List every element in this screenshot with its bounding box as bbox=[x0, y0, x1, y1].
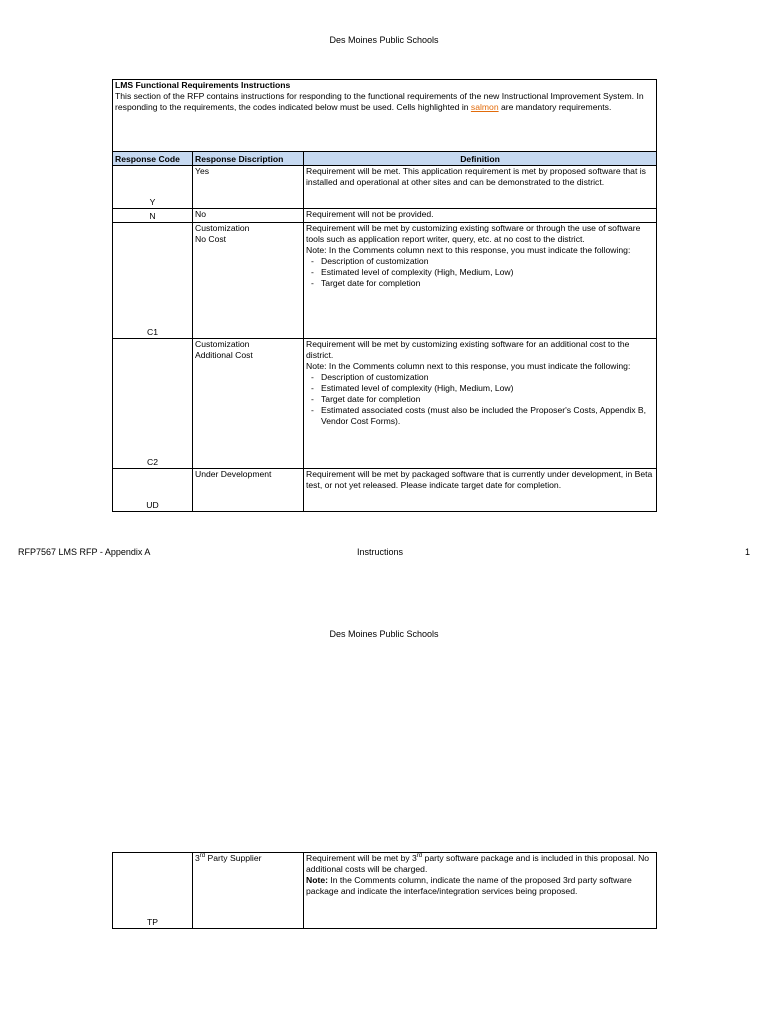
response-description: Under Development bbox=[193, 469, 304, 512]
response-code: C1 bbox=[113, 223, 193, 339]
definition-note: Note: In the Comments column next to this response, you must indicate the following: bbox=[306, 361, 631, 371]
description-superscript: rd bbox=[199, 853, 206, 860]
response-code: TP bbox=[113, 853, 193, 929]
column-header-description: Response Discription bbox=[193, 152, 304, 166]
bullet-item: - Estimated associated costs (must also be included the Proposer's Costs, Appendix B, Vendor Cost Forms). bbox=[310, 405, 654, 427]
instructions-intro-cell bbox=[113, 80, 657, 152]
note-bullet-list bbox=[306, 372, 654, 427]
table-row bbox=[113, 166, 657, 209]
bullet-item: - Estimated level of complexity (High, Medium, Low) bbox=[310, 267, 654, 278]
description-number: 3 bbox=[195, 853, 200, 863]
page-footer bbox=[0, 547, 768, 559]
response-code: Y bbox=[113, 166, 193, 209]
instructions-title: LMS Functional Requirements Instructions bbox=[115, 80, 291, 90]
page-header: Des Moines Public Schools bbox=[329, 35, 439, 45]
instructions-intro-row bbox=[113, 80, 657, 152]
note-label: Note: bbox=[306, 875, 328, 885]
footer-document-id: RFP7567 LMS RFP - Appendix A bbox=[18, 547, 151, 557]
response-description: No bbox=[193, 209, 304, 223]
note-text: In the Comments column, indicate the name of the proposed 3rd party software package and indicate the interface/integration services being proposed. bbox=[306, 875, 632, 896]
note-bullet-list bbox=[306, 256, 654, 289]
description-line: Customization bbox=[195, 223, 250, 233]
response-definition: Requirement will not be provided. bbox=[304, 209, 657, 223]
footer-page-number: 1 bbox=[744, 547, 750, 557]
definition-note: Note: In the Comments column next to this response, you must indicate the following: bbox=[306, 245, 631, 255]
definition-text: Requirement will be met by customizing existing software for an additional cost to the district. bbox=[306, 339, 630, 360]
definition-text-end: party software package and is included in this proposal. No additional costs will be charged. bbox=[306, 853, 650, 874]
response-description bbox=[193, 853, 304, 929]
table-row bbox=[113, 223, 657, 339]
table-row bbox=[113, 209, 657, 223]
response-definition: Requirement will be met. This application requirement is met by proposed software that is installed and operational at other sites and can be demonstrated to the district. bbox=[304, 166, 657, 209]
response-code: UD bbox=[113, 469, 193, 512]
bullet-item: - Target date for completion bbox=[310, 278, 654, 289]
definition-text bbox=[306, 853, 654, 875]
column-header-definition: Definition bbox=[304, 152, 657, 166]
instructions-text bbox=[115, 91, 654, 113]
description-text: Party Supplier bbox=[205, 853, 262, 863]
definition-superscript: rd bbox=[416, 853, 423, 860]
intro-text: This section of the RFP contains instructions for responding to the functional requirements of the new Instructional Improvement System. In responding to the requirements, the codes indicated below must be used. Cells highlighted in bbox=[115, 91, 644, 112]
column-header-row bbox=[113, 152, 657, 166]
response-code: C2 bbox=[113, 339, 193, 469]
footer-sheet-name: Instructions bbox=[357, 547, 404, 557]
description-line: No Cost bbox=[195, 234, 227, 244]
bullet-item: - Description of customization bbox=[310, 372, 654, 383]
intro-text-end: are mandatory requirements. bbox=[498, 102, 612, 112]
bullet-item: - Estimated level of complexity (High, Medium, Low) bbox=[310, 383, 654, 394]
response-description bbox=[193, 223, 304, 339]
definition-note bbox=[306, 875, 654, 897]
response-definition bbox=[304, 339, 657, 469]
requirements-continued-table bbox=[112, 852, 657, 929]
description-line: Customization bbox=[195, 339, 250, 349]
requirements-instructions-table bbox=[112, 79, 657, 512]
definition-text: Requirement will be met by customizing existing software or through the use of software tools such as application report writer, query, etc. at no cost to the district. bbox=[306, 223, 641, 244]
description-line: Additional Cost bbox=[195, 350, 253, 360]
bullet-item: - Description of customization bbox=[310, 256, 654, 267]
response-code: N bbox=[113, 209, 193, 223]
response-description bbox=[193, 339, 304, 469]
response-description: Yes bbox=[193, 166, 304, 209]
table-row bbox=[113, 339, 657, 469]
response-definition: Requirement will be met by packaged software that is currently under development, in Beta test, or not yet released. Please indicate target date for completion. bbox=[304, 469, 657, 512]
response-definition bbox=[304, 853, 657, 929]
page-header: Des Moines Public Schools bbox=[329, 629, 439, 639]
bullet-item: - Target date for completion bbox=[310, 394, 654, 405]
salmon-highlight-word: salmon bbox=[470, 102, 499, 112]
table-row bbox=[113, 853, 657, 929]
definition-text-start: Requirement will be met by 3 bbox=[306, 853, 417, 863]
column-header-code: Response Code bbox=[113, 152, 193, 166]
table-row bbox=[113, 469, 657, 512]
response-definition bbox=[304, 223, 657, 339]
